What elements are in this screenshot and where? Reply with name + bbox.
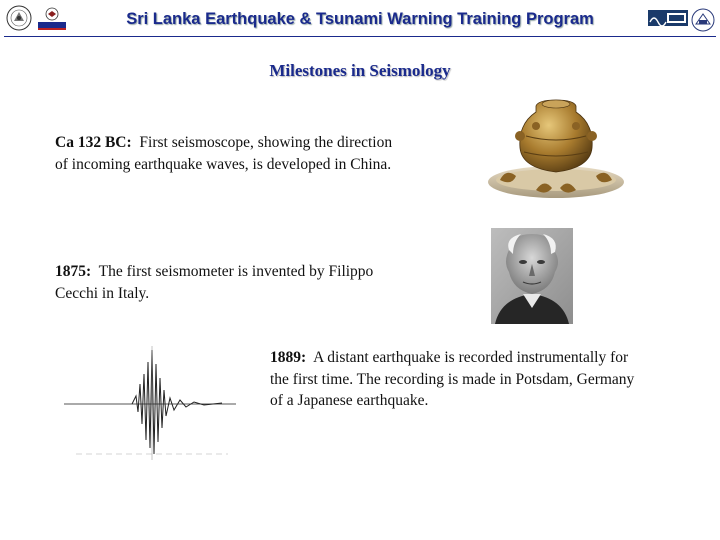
milestone-label: 1875:: [55, 263, 92, 280]
header-title: Sri Lanka Earthquake & Tsunami Warning Training Program: [126, 10, 594, 28]
filippo-cecchi-portrait: [491, 228, 573, 324]
milestone-text: The first seismometer is invented by Filippo Cecchi in Italy.: [55, 263, 374, 302]
milestone-1875: [55, 261, 375, 304]
slide-title: Milestones in Seismology: [269, 61, 451, 80]
milestone-label: 1889:: [270, 349, 307, 366]
milestone-text: First seismoscope, showing the direction of incoming earthquake waves, is developed in China.: [55, 134, 393, 173]
seismoscope-photo: [486, 96, 626, 200]
milestone-text: A distant earthquake is recorded instrumentally for the first time. The recording is made in Potsdam, Germany of a Japanese earthquake.: [270, 349, 635, 409]
unesco-logo: [690, 8, 716, 34]
header-divider: [4, 36, 716, 37]
seal-icon: [6, 5, 32, 31]
milestone-1889: [270, 347, 640, 412]
milestone-label: Ca 132 BC:: [55, 134, 132, 151]
seismogram-recording: [62, 344, 238, 464]
milestone-132bc: [55, 132, 395, 175]
usgs-logo: [648, 10, 688, 32]
usaid-logo: [36, 6, 68, 32]
